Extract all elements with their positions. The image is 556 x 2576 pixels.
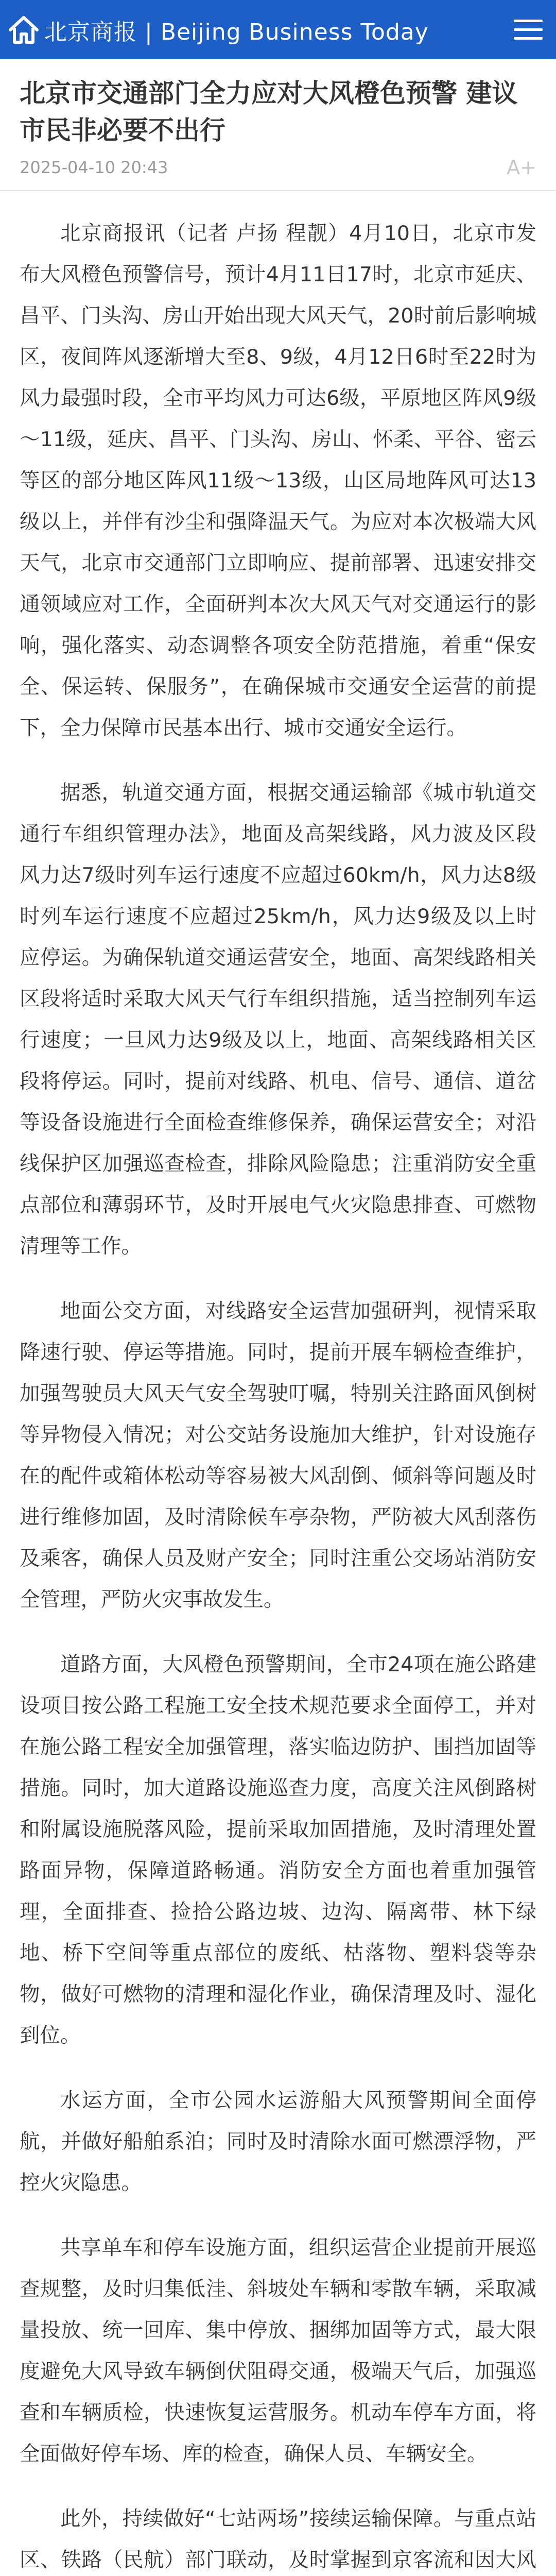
home-icon <box>7 13 40 46</box>
brand-name: 北京商报 | Beijing Business Today <box>44 19 429 45</box>
article-paragraph: 道路方面，大风橙色预警期间，全市24项在施公路建设项目按公路工程施工安全技术规范要求全面停工，并对在施公路工程安全加强管理，落实临边防护、围挡加固等措施。同时，加大道路设施巡查力度，高度关注风倒路树和附属设施脱落风险，提前采取加固措施，及时清理处置路面异物，保障道路畅通。消防安全方面也着重加强管理，全面排查、捡拾公路边坡、边沟、隔离带、林下绿地、桥下空间等重点部位的废纸、枯落物、塑料袋等杂物，做好可燃物的清理和湿化作业，确保清理及时、湿化到位。 <box>20 1653 536 2047</box>
font-size-button[interactable]: A+ <box>507 156 536 179</box>
article-paragraph: 地面公交方面，对线路安全运营加强研判，视情采取降速行驶、停运等措施。同时，提前开展车辆检查维护，加强驾驶员大风天气安全驾驶叮嘱，特别关注路面风倒树等异物侵入情况；对公交站务设施加大维护，针对设施存在的配件或箱体松动等容易被大风刮倒、倾斜等问题及时进行维修加固，及时清除候车亭杂物，严防被大风刮落伤及乘客，确保人员及财产安全；同时注重公交场站消防安全管理，严防火灾事故发生。 <box>20 1299 536 1612</box>
article-title: 北京市交通部门全力应对大风橙色预警 建议市民非必要不出行 <box>20 78 518 145</box>
top-navigation-bar <box>0 0 556 59</box>
article-body <box>0 191 556 2576</box>
publish-date: 2025-04-10 20:43 <box>20 158 168 177</box>
article-paragraph: 水运方面，全市公园水运游船大风预警期间全面停航，并做好船舶系泊；同时及时清除水面可燃漂浮物，严控火灾隐患。 <box>20 2089 536 2195</box>
article-meta <box>0 149 556 179</box>
article-paragraph: 此外，持续做好“七站两场”接续运输保障。与重点站区、铁路（民航）部门联动，及时掌握到京客流和因大风 <box>20 2507 536 2572</box>
article-paragraph: 据悉，轨道交通方面，根据交通运输部《城市轨道交通行车组织管理办法》，地面及高架线路，风力波及区段风力达7级时列车运行速度不应超过60km/h，风力达8级时列车运行速度不应超过25km/h，风力达9级及以上时应停运。为确保轨道交通运营安全，地面、高架线路相关区段将适时采取大风天气行车组织措施，适当控制列车运行速度；一旦风力达9级及以上，地面、高架线路相关区段将停运。同时，提前对线路、机电、信号、通信、道岔等设备设施进行全面检查维修保养，确保运营安全；对沿线保护区加强巡查检查，排除风险隐患；注重消防安全重点部位和薄弱环节，及时开展电气火灾隐患排查、可燃物清理等工作。 <box>20 781 536 1258</box>
hamburger-menu-icon[interactable] <box>514 19 543 41</box>
article-paragraph: 北京商报讯（记者 卢扬 程靓）4月10日，北京市发布大风橙色预警信号，预计4月11日17时，北京市延庆、昌平、门头沟、房山开始出现大风天气，20时前后影响城区，夜间阵风逐渐增大至8、9级，4月12日6时至22时为风力最强时段，全市平均风力可达6级，平原地区阵风9级～11级，延庆、昌平、门头沟、房山、怀柔、平谷、密云等区的部分地区阵风11级～13级，山区局地阵风可达13级以上，并伴有沙尘和强降温天气。为应对本次极端大风天气，北京市交通部门立即响应、提前部署、迅速安排交通领域应对工作，全面研判本次大风天气对交通运行的影响，强化落实、动态调整各项安全防范措施，着重“保安全、保运转、保服务”，在确保城市交通安全运营的前提下，全力保障市民基本出行、城市交通安全运行。 <box>20 222 536 740</box>
brand-home-link[interactable] <box>7 13 429 46</box>
article-paragraph: 共享单车和停车设施方面，组织运营企业提前开展巡查规整，及时归集低洼、斜坡处车辆和零散车辆，采取减量投放、统一回库、集中停放、捆绑加固等方式，最大限度避免大风导致车辆倒伏阻碍交通，极端天气后，加强巡查和车辆质检，快速恢复运营服务。机动车停车方面，将全面做好停车场、库的检查，确保人员、车辆安全。 <box>20 2236 536 2466</box>
